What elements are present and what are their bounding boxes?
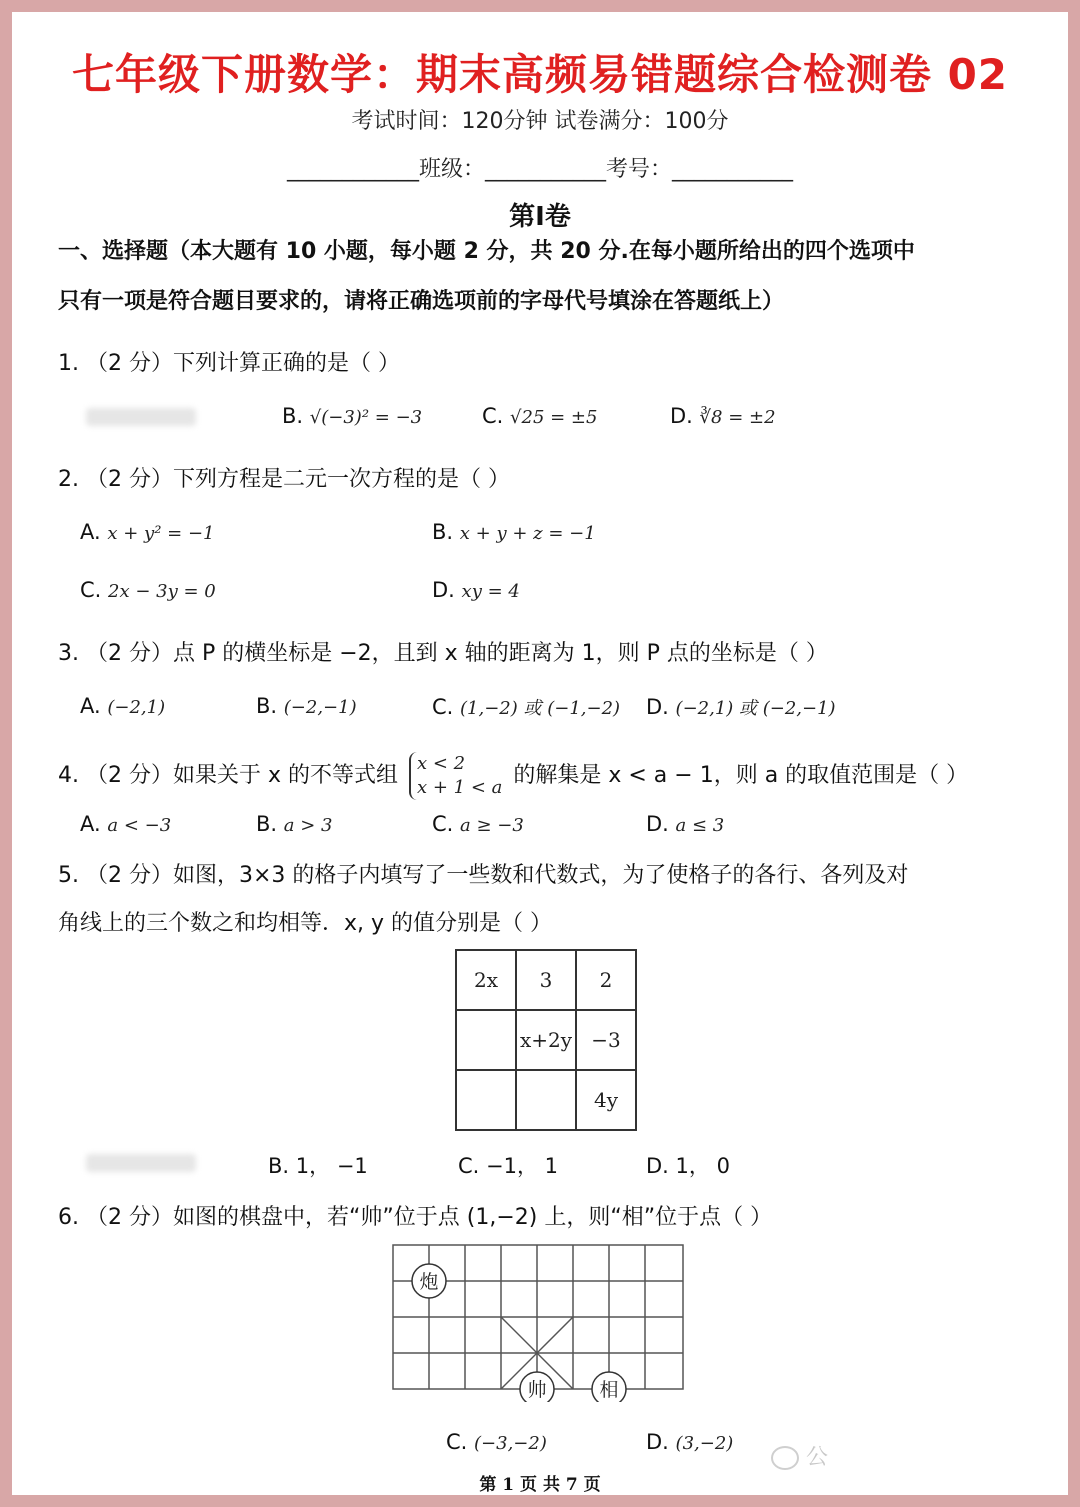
page-footer: 第 1 页 共 7 页	[479, 1475, 601, 1495]
question-3-option-b: B. (−2,−1)	[256, 694, 357, 718]
inequality-system: x < 2 x + 1 < a	[409, 752, 502, 800]
question-4-option-b: B. a > 3	[256, 812, 333, 836]
piece-pao	[412, 1264, 446, 1298]
question-2-stem: 2. （2 分）下列方程是二元一次方程的是（ ）	[58, 467, 510, 492]
question-4-stem: 4. （2 分）如果关于 x 的不等式组 x < 2 x + 1 < a 的解集是 x < a − 1，则 a 的取值范围是（ ）	[58, 753, 969, 798]
question-5-option-b: B. 1， −1	[268, 1154, 368, 1178]
piece-shuai	[520, 1372, 554, 1402]
grid-cell: 4y	[576, 1070, 636, 1130]
question-1-option-a-blurred	[86, 408, 196, 426]
question-6-stem: 6. （2 分）如图的棋盘中，若“帅”位于点 (1,−2) 上，则“相”位于点（ ）	[58, 1205, 773, 1230]
wechat-icon	[771, 1446, 799, 1470]
volume-heading: 第Ⅰ卷	[509, 202, 571, 232]
grid-cell: −3	[576, 1010, 636, 1070]
question-5-stem-line1: 5. （2 分）如图，3×3 的格子内填写了一些数和代数式，为了使格子的各行、各列及对	[58, 863, 909, 888]
question-3-option-d: D. (−2,1) 或 (−2,−1)	[646, 695, 836, 719]
question-4-option-c: C. a ≥ −3	[432, 812, 524, 836]
question-5-option-c: C. −1， 1	[458, 1154, 559, 1178]
svg-text:帅: 帅	[527, 1379, 547, 1401]
question-2-option-b: B. x + y + z = −1	[432, 520, 596, 544]
exam-page	[12, 12, 1068, 1495]
grid-row	[456, 1010, 636, 1070]
grid-row	[456, 950, 636, 1010]
question-1-stem: 1. （2 分）下列计算正确的是（ ）	[58, 351, 400, 376]
grid-row	[456, 1070, 636, 1130]
question-4-option-a: A. a < −3	[80, 812, 172, 836]
grid-cell: x+2y	[516, 1010, 576, 1070]
section-instructions-line2: 只有一项是符合题目要求的，请将正确选项前的字母代号填涂在答题纸上）	[58, 289, 785, 314]
grid-cell	[456, 1070, 516, 1130]
magic-square-grid	[455, 949, 637, 1131]
question-3-stem: 3. （2 分）点 P 的横坐标是 −2，且到 x 轴的距离为 1，则 P 点的坐标是（ ）	[58, 641, 828, 666]
question-1-option-d: D. ∛8 = ±2	[670, 404, 776, 428]
watermark-logo: 公	[771, 1440, 828, 1471]
section-instructions-line1: 一、选择题（本大题有 10 小题，每小题 2 分，共 20 分.在每小题所给出的四个选项中	[58, 239, 915, 264]
grid-cell: 2x	[456, 950, 516, 1010]
exam-meta: 考试时间：120分钟 试卷满分：100分	[351, 109, 729, 134]
student-fields: ____________班级：___________考号：___________	[286, 157, 793, 182]
question-2-option-c: C. 2x − 3y = 0	[80, 578, 216, 602]
question-3-option-c: C. (1,−2) 或 (−1,−2)	[432, 695, 621, 719]
grid-cell	[456, 1010, 516, 1070]
question-1-option-c: C. √25 = ±5	[482, 404, 598, 428]
question-2-option-d: D. xy = 4	[432, 578, 520, 602]
grid-cell	[516, 1070, 576, 1130]
question-4-option-d: D. a ≤ 3	[646, 812, 725, 836]
question-5-option-d: D. 1， 0	[646, 1154, 730, 1178]
grid-cell: 3	[516, 950, 576, 1010]
question-5-stem-line2: 角线上的三个数之和均相等．x, y 的值分别是（ ）	[58, 911, 553, 936]
question-1-option-b: B. √(−3)² = −3	[282, 404, 423, 428]
question-5-option-a-blurred	[86, 1154, 196, 1172]
question-6-option-d: D. (3,−2)	[646, 1430, 734, 1454]
grid-cell: 2	[576, 950, 636, 1010]
question-6-option-c: C. (−3,−2)	[446, 1430, 547, 1454]
exam-title: 七年级下册数学：期末高频易错题综合检测卷 02	[71, 50, 1009, 99]
question-2-option-a: A. x + y² = −1	[80, 520, 215, 544]
chessboard-figure	[392, 1244, 694, 1402]
piece-xiang	[592, 1372, 626, 1402]
svg-text:炮: 炮	[419, 1271, 439, 1293]
question-3-option-a: A. (−2,1)	[80, 694, 166, 718]
svg-text:相: 相	[599, 1379, 619, 1401]
